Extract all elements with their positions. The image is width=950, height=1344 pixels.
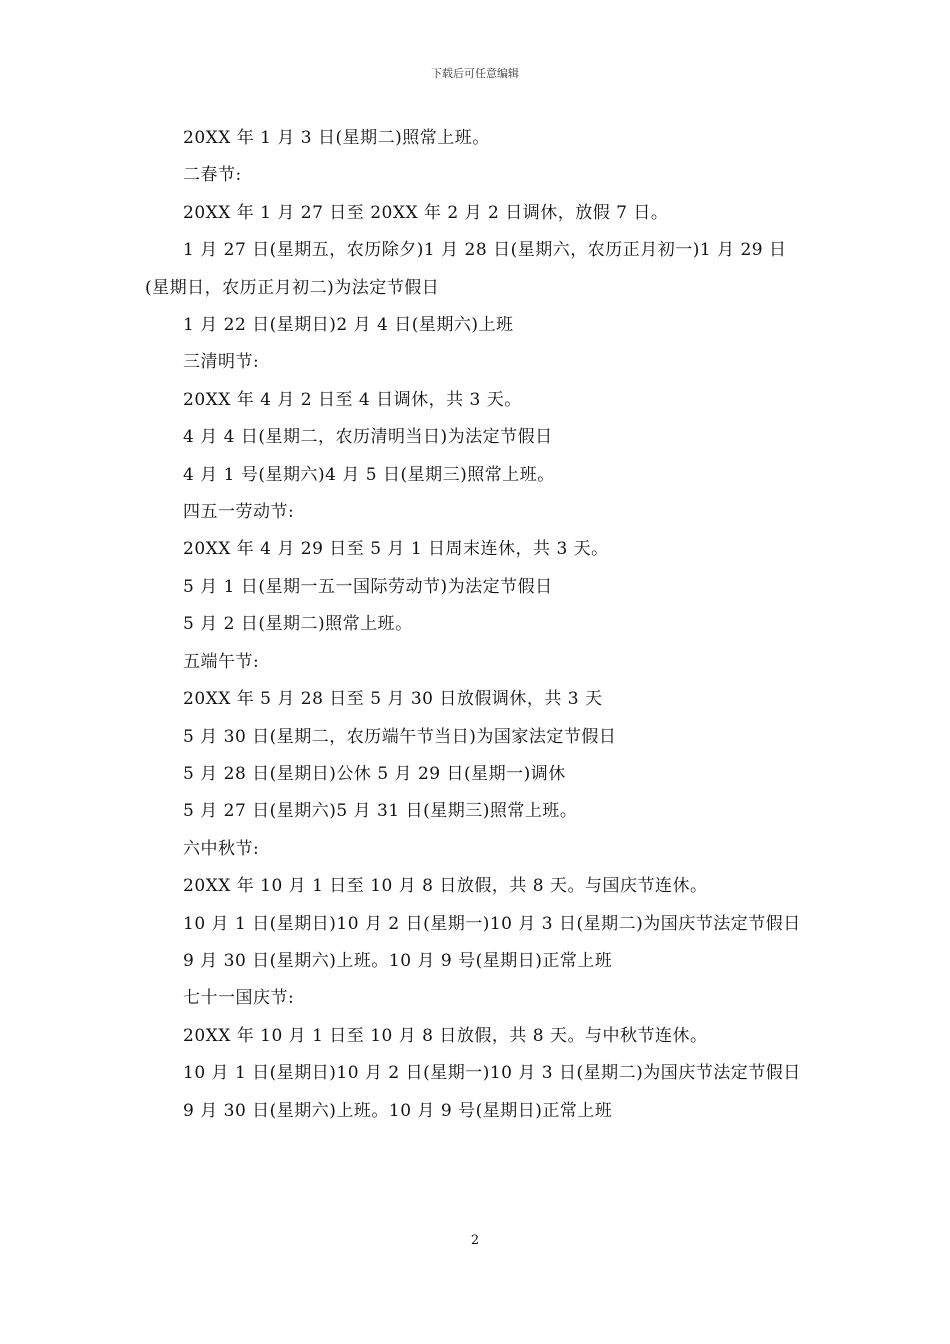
paragraph: 1 月 27 日(星期五，农历除夕)1 月 28 日(星期六，农历正月初一)1 月 29 日(星期日，农历正月初二)为法定节假日 xyxy=(145,240,787,298)
paragraph: 20XX 年 5 月 28 日至 5 月 30 日放假调休，共 3 天 xyxy=(183,689,603,710)
paragraph: 10 月 1 日(星期日)10 月 2 日(星期一)10 月 3 日(星期二)为国庆节法定节假日 xyxy=(183,1063,801,1084)
paragraph: 5 月 30 日(星期二，农历端午节当日)为国家法定节假日 xyxy=(183,726,617,747)
page-header: 下载后可任意编辑 xyxy=(431,67,519,80)
paragraph: 5 月 2 日(星期二)照常上班。 xyxy=(183,614,413,635)
section-heading: 七十一国庆节: xyxy=(183,988,295,1009)
paragraph: 20XX 年 1 月 27 日至 20XX 年 2 月 2 日调休，放假 7 日。 xyxy=(183,202,669,223)
paragraph: 9 月 30 日(星期六)上班。10 月 9 号(星期日)正常上班 xyxy=(183,950,613,971)
paragraph: 4 月 1 号(星期六)4 月 5 日(星期三)照常上班。 xyxy=(183,464,555,485)
paragraph: 20XX 年 1 月 3 日(星期二)照常上班。 xyxy=(183,128,490,148)
page-number: 2 xyxy=(470,1233,480,1248)
paragraph: 1 月 22 日(星期日)2 月 4 日(星期六)上班 xyxy=(183,315,514,336)
paragraph: 10 月 1 日(星期日)10 月 2 日(星期一)10 月 3 日(星期二)为国庆节法定节假日 xyxy=(183,913,801,934)
paragraph: 5 月 28 日(星期日)公休 5 月 29 日(星期一)调休 xyxy=(183,763,566,784)
section-heading: 二春节: xyxy=(183,165,242,186)
document-body xyxy=(145,120,810,1130)
section-heading: 三清明节: xyxy=(183,352,260,373)
paragraph: 9 月 30 日(星期六)上班。10 月 9 号(星期日)正常上班 xyxy=(183,1100,613,1121)
section-heading: 五端午节: xyxy=(183,651,260,672)
paragraph: 20XX 年 4 月 2 日至 4 日调休，共 3 天。 xyxy=(183,389,522,410)
section-heading: 六中秋节: xyxy=(183,838,260,859)
paragraph: 20XX 年 10 月 1 日至 10 月 8 日放假，共 8 天。与中秋节连休。 xyxy=(183,1025,708,1046)
paragraph: 20XX 年 10 月 1 日至 10 月 8 日放假，共 8 天。与国庆节连休。 xyxy=(183,876,708,897)
section-heading: 四五一劳动节: xyxy=(183,502,295,523)
paragraph: 20XX 年 4 月 29 日至 5 月 1 日周末连休，共 3 天。 xyxy=(183,539,609,560)
paragraph: 4 月 4 日(星期二，农历清明当日)为法定节假日 xyxy=(183,427,553,448)
paragraph: 5 月 1 日(星期一五一国际劳动节)为法定节假日 xyxy=(183,576,553,597)
paragraph: 5 月 27 日(星期六)5 月 31 日(星期三)照常上班。 xyxy=(183,801,578,822)
